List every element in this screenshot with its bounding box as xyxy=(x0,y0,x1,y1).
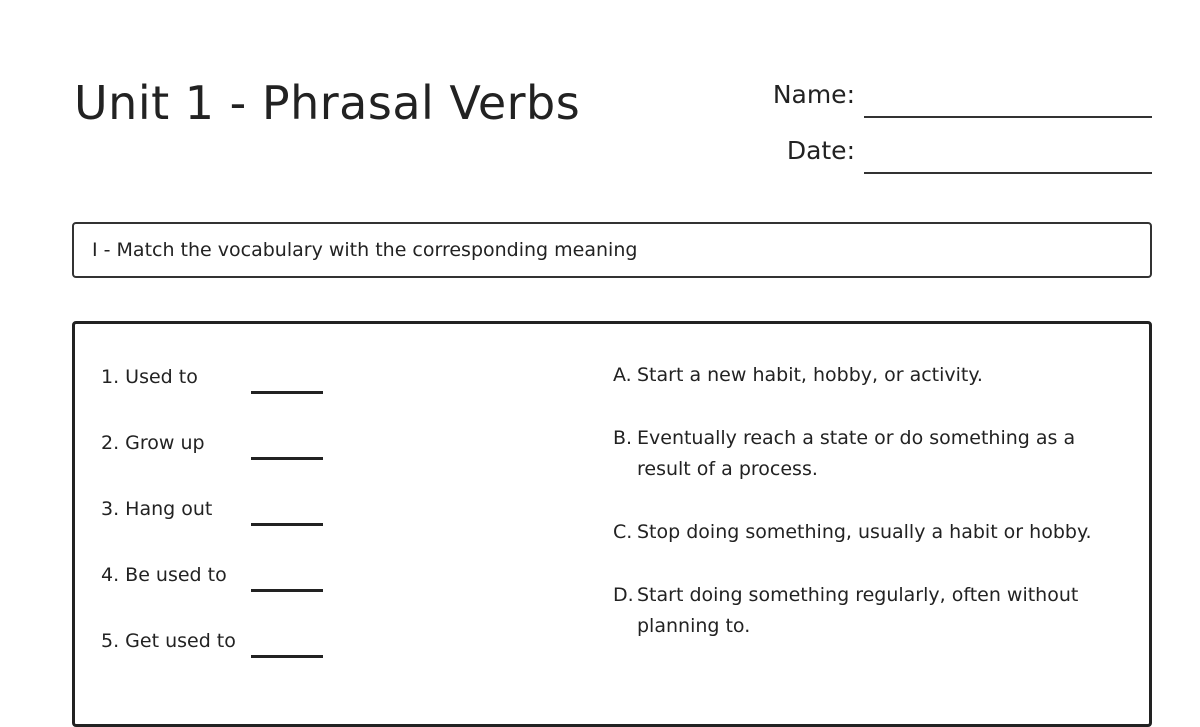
meaning-text: Start a new habit, hobby, or activity. xyxy=(637,364,983,386)
meaning-letter: D. xyxy=(613,584,634,606)
matching-exercise-box xyxy=(72,321,1152,727)
meaning-item xyxy=(613,360,1113,391)
date-label: Date: xyxy=(786,136,855,165)
meaning-item xyxy=(613,580,1113,642)
answer-blank[interactable] xyxy=(251,655,323,658)
worksheet-title: Unit 1 - Phrasal Verbs xyxy=(74,76,581,130)
meaning-text: Start doing something regularly, often without planning to. xyxy=(637,584,1079,637)
term-item: 5. Get used to xyxy=(101,630,236,652)
meaning-item xyxy=(613,423,1113,485)
meaning-letter: A. xyxy=(613,364,632,386)
name-label: Name: xyxy=(772,80,855,109)
instruction-box xyxy=(72,222,1152,278)
date-field-line[interactable] xyxy=(864,172,1152,174)
meaning-text: Stop doing something, usually a habit or hobby. xyxy=(637,521,1092,543)
term-item: 2. Grow up xyxy=(101,432,205,454)
term-item: 4. Be used to xyxy=(101,564,227,586)
term-item: 3. Hang out xyxy=(101,498,213,520)
answer-blank[interactable] xyxy=(251,391,323,394)
meaning-item xyxy=(613,517,1113,548)
answer-blank[interactable] xyxy=(251,523,323,526)
term-item: 1. Used to xyxy=(101,366,198,388)
meaning-letter: B. xyxy=(613,427,633,449)
answer-blank[interactable] xyxy=(251,457,323,460)
answer-blank[interactable] xyxy=(251,589,323,592)
instruction-text: I - Match the vocabulary with the corresponding meaning xyxy=(92,239,638,261)
meaning-letter: C. xyxy=(613,521,633,543)
meaning-text: Eventually reach a state or do something as a result of a process. xyxy=(637,427,1076,480)
name-field-line[interactable] xyxy=(864,116,1152,118)
